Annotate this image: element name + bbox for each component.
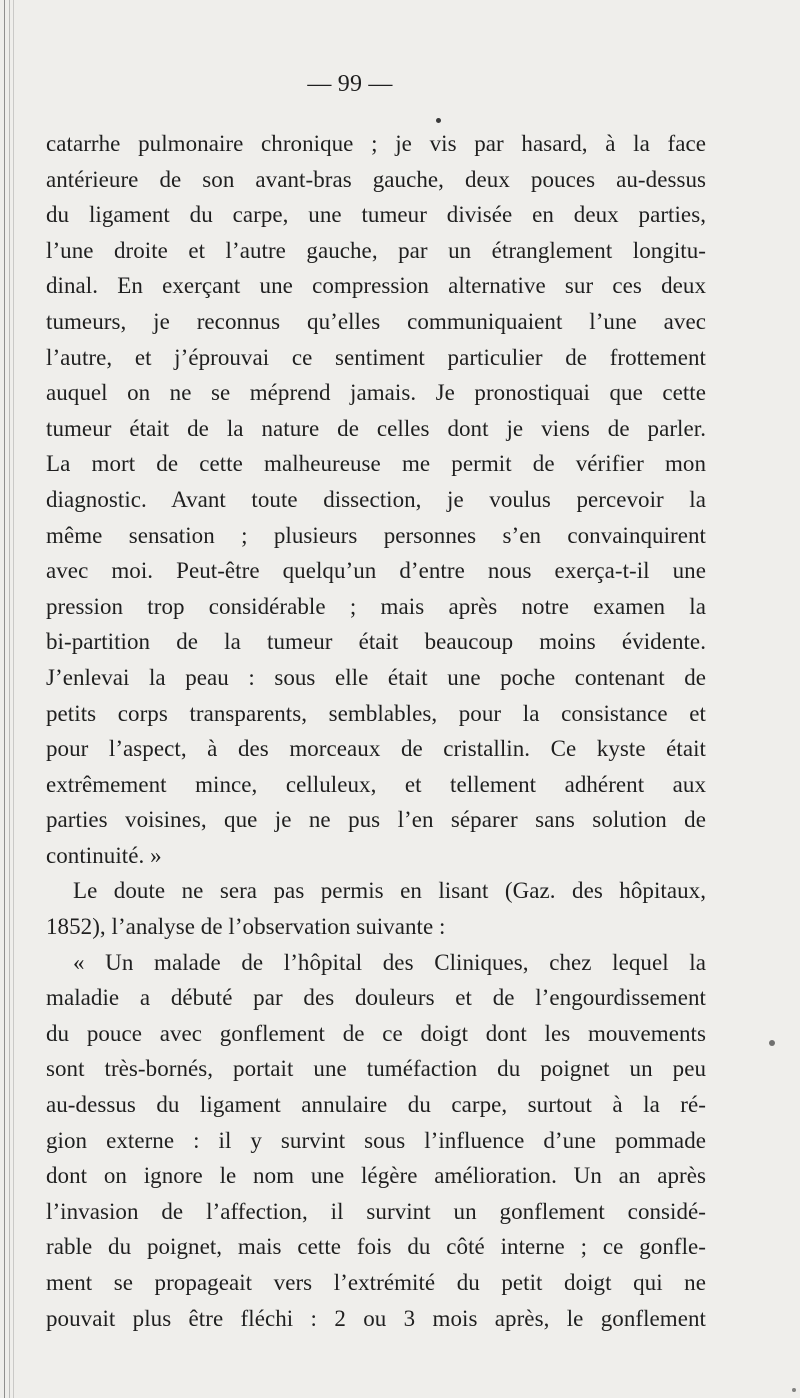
text-line: parties voisines, que je ne pus l’en séparer sans solution de [46, 807, 706, 833]
ink-speck [769, 1040, 775, 1046]
text-line: maladie a débuté par des douleurs et de l’engourdissement [46, 985, 706, 1011]
text-line: au-dessus du ligament annulaire du carpe, surtout à la ré- [46, 1092, 706, 1118]
text-line: auquel on ne se méprend jamais. Je pronostiquai que cette [46, 380, 706, 406]
binding-edge-line [13, 0, 14, 1398]
text-line: même sensation ; plusieurs personnes s’en convainquirent [46, 522, 706, 548]
text-line: avec moi. Peut-être quelqu’un d’entre nous exerça-t-il une [46, 558, 706, 584]
text-line: J’enlevai la peau : sous elle était une poche contenant de [46, 664, 706, 690]
text-line: l’une droite et l’autre gauche, par un étranglement longitu- [46, 237, 706, 263]
text-line: ment se propageait vers l’extrémité du petit doigt qui ne [46, 1270, 706, 1295]
paragraph-start-line: Le doute ne sera pas permis en lisant (Gaz. des hôpitaux, [73, 878, 706, 904]
text-line: 1852), l’analyse de l’observation suivante : [46, 914, 446, 940]
quote-start-line: « Un malade de l’hôpital des Cliniques, chez lequel la [73, 949, 706, 975]
page-number: — 99 — [307, 71, 393, 97]
binding-edge-line [4, 0, 5, 1398]
text-line: catarrhe pulmonaire chronique ; je vis par hasard, à la face [46, 131, 706, 156]
text-line: pression trop considérable ; mais après notre examen la [46, 593, 706, 619]
text-line: continuité. » [46, 842, 162, 868]
text-line: antérieure de son avant-bras gauche, deux pouces au-dessus [46, 166, 706, 192]
text-line: dinal. En exerçant une compression alternative sur ces deux [46, 273, 706, 299]
text-line: sont très-bornés, portait une tuméfaction du poignet un peu [46, 1056, 706, 1082]
text-line: tumeurs, je reconnus qu’elles communiquaient l’une avec [46, 308, 706, 334]
text-line: bi-partition de la tumeur était beaucoup moins évidente. [46, 629, 706, 655]
text-line: l’invasion de l’affection, il survint un gonflement considé- [46, 1198, 706, 1224]
binding-edge-line [9, 0, 10, 1398]
text-line: pouvait plus être fléchi : 2 ou 3 mois après, le gonflement [46, 1305, 706, 1331]
text-line: La mort de cette malheureuse me permit de vérifier mon [46, 451, 706, 477]
text-line: rable du poignet, mais cette fois du côté interne ; ce gonfle- [46, 1234, 706, 1260]
text-line: l’autre, et j’éprouvai ce sentiment particulier de frottement [46, 344, 706, 370]
text-line: dont on ignore le nom une légère amélioration. Un an après [46, 1163, 706, 1189]
text-line: extrêmement mince, celluleux, et tellement adhérent aux [46, 771, 706, 797]
text-line: gion externe : il y survint sous l’influence d’une pommade [46, 1127, 706, 1153]
text-line: du ligament du carpe, une tumeur divisée en deux parties, [46, 202, 706, 228]
text-line: pour l’aspect, à des morceaux de cristallin. Ce kyste était [46, 736, 706, 762]
text-line: petits corps transparents, semblables, pour la consistance et [46, 700, 706, 726]
ink-speck [436, 118, 441, 123]
text-line: du pouce avec gonflement de ce doigt dont les mouvements [46, 1020, 706, 1046]
body-text [46, 126, 706, 1336]
ink-speck [792, 1388, 796, 1392]
text-line: tumeur était de la nature de celles dont je viens de parler. [46, 415, 706, 441]
text-line: diagnostic. Avant toute dissection, je voulus percevoir la [46, 486, 706, 512]
